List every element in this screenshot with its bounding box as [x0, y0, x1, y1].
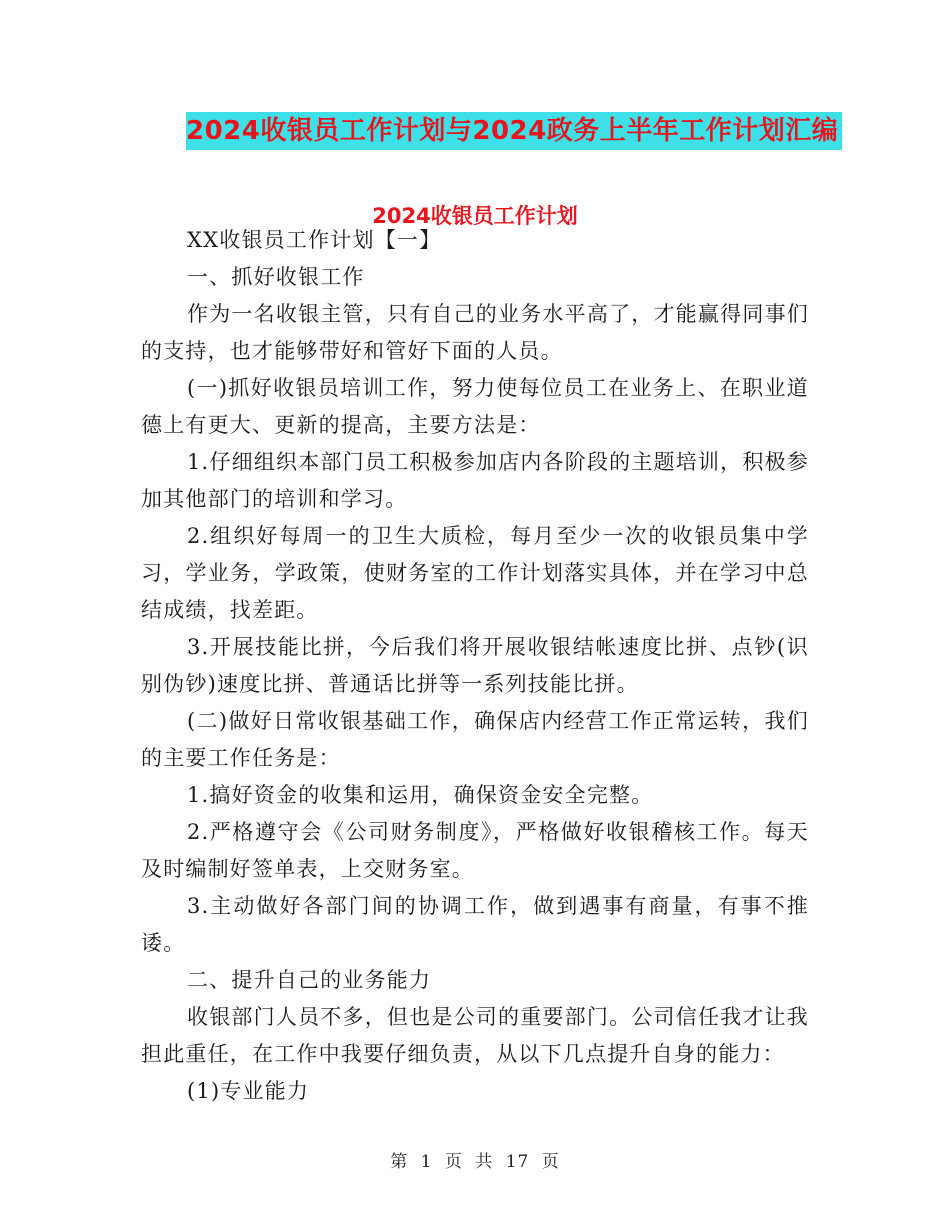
paragraph-heading: (1)专业能力	[187, 1079, 310, 1103]
paragraph-heading: 二、提升自己的业务能力	[187, 968, 432, 992]
paragraph: 3.开展技能比拼，今后我们将开展收银结帐速度比拼、点钞(识别伪钞)速度比拼、普通话比拼等一系列技能比拼。	[141, 635, 809, 696]
paragraph: (二)做好日常收银基础工作，确保店内经营工作正常运转，我们的主要工作任务是：	[141, 709, 809, 770]
page-number-footer: 第 1 页 共 17 页	[390, 1152, 560, 1172]
paragraph: 3.主动做好各部门间的协调工作，做到遇事有商量，有事不推诿。	[141, 894, 809, 955]
paragraph-heading: 一、抓好收银工作	[187, 265, 365, 289]
paragraph: 收银部门人员不多，但也是公司的重要部门。公司信任我才让我担此重任，在工作中我要仔细负责，从以下几点提升自身的能力：	[141, 1005, 809, 1066]
paragraph: 1.仔细组织本部门员工积极参加店内各阶段的主题培训，积极参加其他部门的培训和学习。	[141, 450, 809, 511]
paragraph: 2.组织好每周一的卫生大质检，每月至少一次的收银员集中学习，学业务，学政策，使财务室的工作计划落实具体，并在学习中总结成绩，找差距。	[141, 524, 809, 622]
document-main-title: 2024收银员工作计划与2024政务上半年工作计划汇编	[186, 112, 842, 150]
paragraph: 作为一名收银主管，只有自己的业务水平高了，才能赢得同事们的支持，也才能够带好和管好下面的人员。	[141, 302, 809, 363]
paragraph: (一)抓好收银员培训工作，努力使每位员工在业务上、在职业道德上有更大、更新的提高，主要方法是：	[141, 376, 809, 437]
paragraph: 1.搞好资金的收集和运用，确保资金安全完整。	[187, 783, 654, 807]
section-title: 2024收银员工作计划	[372, 204, 578, 228]
paragraph-heading: XX收银员工作计划【一】	[187, 228, 442, 252]
document-body	[141, 222, 809, 1110]
paragraph: 2.严格遵守会《公司财务制度》，严格做好收银稽核工作。每天及时编制好签单表，上交财务室。	[141, 820, 809, 881]
